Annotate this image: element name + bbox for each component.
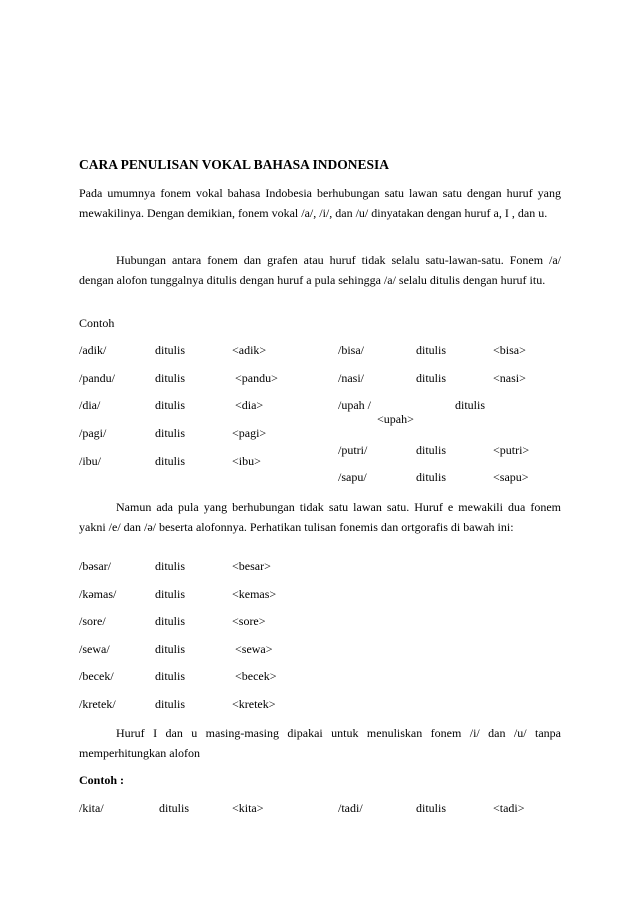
phoneme-cell: /sore/ bbox=[79, 614, 106, 628]
grapheme-cell: <besar> bbox=[232, 559, 271, 573]
ditulis-cell: ditulis bbox=[155, 371, 186, 385]
phoneme-cell: /ibu/ bbox=[79, 454, 102, 468]
phoneme-cell: /pagi/ bbox=[79, 426, 107, 440]
ditulis-cell: ditulis bbox=[416, 801, 447, 815]
phoneme-cell: /adik/ bbox=[79, 343, 107, 357]
ditulis-cell: ditulis bbox=[159, 801, 190, 815]
phoneme-cell: /pandu/ bbox=[79, 371, 115, 385]
phoneme-cell: /bəsar/ bbox=[79, 559, 111, 573]
grapheme-cell: <kita> bbox=[232, 801, 264, 815]
contoh-label: Contoh bbox=[79, 316, 115, 330]
grapheme-cell: <ibu> bbox=[232, 454, 261, 468]
grapheme-cell: <upah> bbox=[377, 412, 414, 426]
ditulis-cell: ditulis bbox=[155, 559, 186, 573]
phoneme-cell: /kita/ bbox=[79, 801, 104, 815]
grapheme-cell: <tadi> bbox=[493, 801, 525, 815]
phoneme-cell: /upah / bbox=[338, 398, 371, 412]
ditulis-cell: ditulis bbox=[155, 642, 186, 656]
phoneme-cell: /putri/ bbox=[338, 443, 368, 457]
grapheme-cell: <kemas> bbox=[232, 587, 277, 601]
grapheme-cell: <becek> bbox=[235, 669, 277, 683]
ditulis-cell: ditulis bbox=[155, 426, 186, 440]
ditulis-cell: ditulis bbox=[416, 470, 447, 484]
phoneme-cell: /sapu/ bbox=[338, 470, 367, 484]
grapheme-cell: <sore> bbox=[232, 614, 266, 628]
ditulis-cell: ditulis bbox=[416, 343, 447, 357]
ditulis-cell: ditulis bbox=[416, 371, 447, 385]
paragraph-relation: Hubungan antara fonem dan grafen atau huruf tidak selalu satu-lawan-satu. Fonem /a/ dengan alofon tunggalnya ditulis dengan huruf a pula sehingga /a/ selalu ditulis dengan huruf itu. bbox=[79, 253, 561, 287]
ditulis-cell: ditulis bbox=[416, 443, 447, 457]
ditulis-cell: ditulis bbox=[155, 614, 186, 628]
document-title: CARA PENULISAN VOKAL BAHASA INDONESIA bbox=[79, 157, 390, 172]
ditulis-cell: ditulis bbox=[155, 343, 186, 357]
ditulis-cell: ditulis bbox=[155, 454, 186, 468]
phoneme-cell: /tadi/ bbox=[338, 801, 363, 815]
phoneme-cell: /nasi/ bbox=[338, 371, 364, 385]
ditulis-cell: ditulis bbox=[155, 398, 186, 412]
grapheme-cell: <adik> bbox=[232, 343, 267, 357]
grapheme-cell: <pagi> bbox=[232, 426, 267, 440]
phoneme-cell: /kəmas/ bbox=[79, 587, 117, 601]
ditulis-cell: ditulis bbox=[155, 587, 186, 601]
ditulis-cell: ditulis bbox=[155, 669, 186, 683]
paragraph-intro: Pada umumnya fonem vokal bahasa Indobesia berhubungan satu lawan satu dengan huruf yang mewakilinya. Dengan demikian, fonem vokal /a/, /i/, dan /u/ dinyatakan dengan huruf a, I , dan u. bbox=[79, 186, 561, 220]
grapheme-cell: <pandu> bbox=[235, 371, 278, 385]
phoneme-cell: /bisa/ bbox=[338, 343, 364, 357]
phoneme-cell: /dia/ bbox=[79, 398, 101, 412]
grapheme-cell: <nasi> bbox=[493, 371, 526, 385]
phoneme-cell: /sewa/ bbox=[79, 642, 110, 656]
phoneme-cell: /kretek/ bbox=[79, 697, 116, 711]
ditulis-cell: ditulis bbox=[455, 398, 486, 412]
grapheme-cell: <dia> bbox=[235, 398, 264, 412]
grapheme-cell: <putri> bbox=[493, 443, 530, 457]
contoh-heading: Contoh : bbox=[79, 773, 125, 787]
ditulis-cell: ditulis bbox=[155, 697, 186, 711]
grapheme-cell: <sapu> bbox=[493, 470, 529, 484]
grapheme-cell: <bisa> bbox=[493, 343, 526, 357]
paragraph-i-u: Huruf I dan u masing-masing dipakai untuk menuliskan fonem /i/ dan /u/ tanpa memperhitungkan alofon bbox=[79, 726, 561, 760]
phoneme-cell: /becek/ bbox=[79, 669, 114, 683]
paragraph-e-phonemes: Namun ada pula yang berhubungan tidak satu lawan satu. Huruf e mewakili dua fonem yakni /e/ dan /ə/ beserta alofonnya. Perhatikan tulisan fonemis dan ortgorafis di bawah ini: bbox=[79, 500, 561, 534]
grapheme-cell: <kretek> bbox=[232, 697, 276, 711]
grapheme-cell: <sewa> bbox=[235, 642, 273, 656]
